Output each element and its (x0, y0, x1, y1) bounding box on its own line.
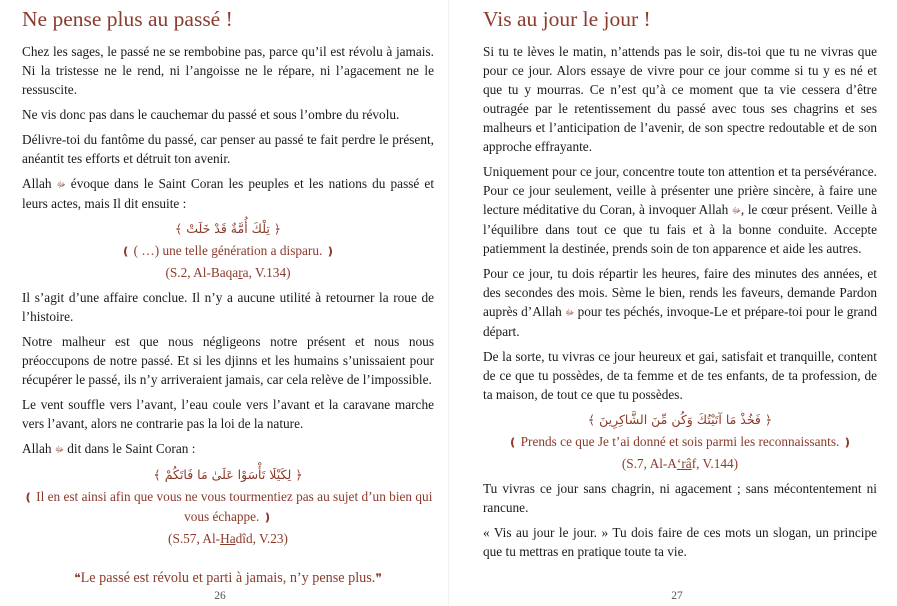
ref-text: (S.2, Al-Baqa (165, 265, 239, 280)
verse-reference (22, 263, 434, 282)
maxim-quote (22, 568, 434, 588)
ref-text: (S.7, Al-A (621, 456, 677, 471)
verse-text: Il en est ainsi afin que vous ne vous tourmentiez pas au sujet d’un bien qui vous échappe. (36, 489, 433, 524)
arabic-verse: ﴿ فَخُذْ مَا آتَيْتُكَ وَكُن مِّنَ الشَّاكِرِينَ ﴾ (587, 412, 773, 427)
paragraph: Si tu te lèves le matin, n’attends pas le soir, dis-toi que tu ne vivras que pour ce jour. Alors essaye de vivre pour ce jour comme si tu y es né et que tu y mourras. Ce n’est qu’à ce moment que ta vie cessera d’être outragée par le retentissement du passé avec tous ses chagrins et ses malheurs et l’anticipation de l’avenir, de son spectre redoutable et de son approche effrayante. (483, 44, 877, 154)
paragraph: Délivre-toi du fantôme du passé, car penser au passé te fait perdre le présent, anéantit tes efforts et détruit ton avenir. (22, 132, 434, 166)
verse-reference (483, 454, 877, 473)
text: pour tes péchés, invoque-Le et prépare-toi pour le grand départ. (483, 304, 877, 339)
paragraph: Tu vivras ce jour sans chagrin, ni agacement ; sans mécontentement ni rancune. (483, 481, 877, 515)
right-page (457, 0, 897, 606)
paragraph: Chez les sages, le passé ne se rembobine pas, parce qu’il est révolu à jamais. Ni la tristesse ne le rend, ni l’angoisse ne le répare, ni l’agacement ne le ressuscite. (22, 44, 434, 97)
verse-close-bracket-icon: ❫ (262, 511, 272, 524)
honorific-icon: ﷻ (731, 206, 741, 215)
quote-open-icon: ❝ (74, 571, 81, 585)
verse-close-bracket-icon: ❫ (842, 436, 852, 449)
honorific-icon: ﷻ (565, 308, 575, 317)
gutter-divider (448, 0, 449, 606)
verse-translation (22, 487, 434, 527)
paragraph (22, 439, 434, 459)
right-page-title: Vis au jour le jour ! (483, 7, 651, 31)
paragraph (22, 174, 434, 213)
ref-text: f, V.144) (691, 456, 739, 471)
ref-text: r (238, 265, 243, 280)
ref-text: ‘râ (676, 456, 692, 471)
text: Uniquement pour ce jour, concentre toute ton attention et ta persévérance. Pour ce jour seulement, veille à présenter une prière sincère, à faire une lecture méditative du Coran, à invoquer Allah (483, 164, 877, 217)
paragraph (483, 162, 877, 258)
arabic-verse: ﴿ تِلْكَ أُمَّةٌ قَدْ خَلَتْ ﴾ (174, 221, 282, 236)
verse-reference (22, 529, 434, 548)
verse-open-bracket-icon: ❪ (23, 491, 33, 504)
text: évoque dans le Saint Coran les peuples et les nations du passé et leurs actes, mais Il dit ensuite : (22, 176, 435, 211)
text: Pour ce jour, tu dois répartir les heures, faire des minutes des années, et des secondes des mois. Sème le bien, rends les faveurs, demande Pardon auprès d’Allah (483, 266, 877, 319)
paragraph: Il s’agit d’une affaire conclue. Il n’y a aucune utilité à retourner la roue de l’histoire. (22, 290, 434, 324)
honorific-icon: ﷻ (54, 445, 64, 454)
paragraph: Notre malheur est que nous négligeons notre présent et nous nous préoccupons de notre passé. Et si les djinns et les humains s’unissaient pour récupérer le passé, ils n’y arriveraient jamais, car cela relève de l’impossible. (22, 334, 434, 387)
paragraph: « Vis au jour le jour. » Tu dois faire de ces mots un slogan, un principe que tu mettras en pratique toute ta vie. (483, 525, 877, 559)
left-page-title: Ne pense plus au passé ! (22, 7, 233, 31)
arabic-verse: ﴿ لِكَيْلَا تَأْسَوْا عَلَىٰ مَا فَاتَكُمْ ﴾ (153, 467, 303, 482)
verse-open-bracket-icon: ❪ (508, 436, 518, 449)
text: Allah (22, 441, 52, 456)
page-number: 27 (671, 590, 683, 602)
ref-text: Ha (220, 531, 236, 546)
paragraph: Ne vis donc pas dans le cauchemar du passé et sous l’ombre du révolu. (22, 107, 400, 122)
page-number: 26 (214, 590, 226, 602)
text: dit dans le Saint Coran : (67, 441, 196, 456)
paragraph: De la sorte, tu vivras ce jour heureux et gai, satisfait et tranquille, content de ce que tu possèdes, de ta femme et de tes enfants, de ta profession, de ta maison, de tout ce que tu possèdes. (483, 349, 877, 402)
left-page (0, 0, 440, 606)
verse-text: Prends ce que Je t’ai donné et sois parmi les reconnaissants. (520, 434, 840, 449)
verse-translation (483, 432, 877, 452)
verse-open-bracket-icon: ❪ (121, 245, 131, 258)
verse-translation (22, 241, 434, 261)
paragraph: Le vent souffle vers l’avant, l’eau coule vers l’avant et la caravane marche vers l’avant, alors ne contrarie pas la loi de la nature. (22, 397, 434, 431)
verse-close-bracket-icon: ❫ (325, 245, 335, 258)
quote-close-icon: ❞ (375, 571, 382, 585)
honorific-icon: ﷻ (56, 180, 66, 189)
text: Allah (22, 176, 52, 191)
ref-text: dîd, V.23) (235, 531, 288, 546)
paragraph (483, 264, 877, 341)
maxim-text: Le passé est révolu et parti à jamais, n’y pense plus. (80, 570, 376, 586)
text: , le cœur présent. Veille à l’équilibre dans tout ce que tu fais et à la bonne conduite. Accepte patiemment la destinée, prends soin de ton apparence et aide les autres. (483, 202, 877, 256)
ref-text: (S.57, Al- (168, 531, 221, 546)
ref-text: a, V.134) (242, 265, 291, 280)
verse-text: ( …) une telle génération a disparu. (133, 243, 323, 258)
